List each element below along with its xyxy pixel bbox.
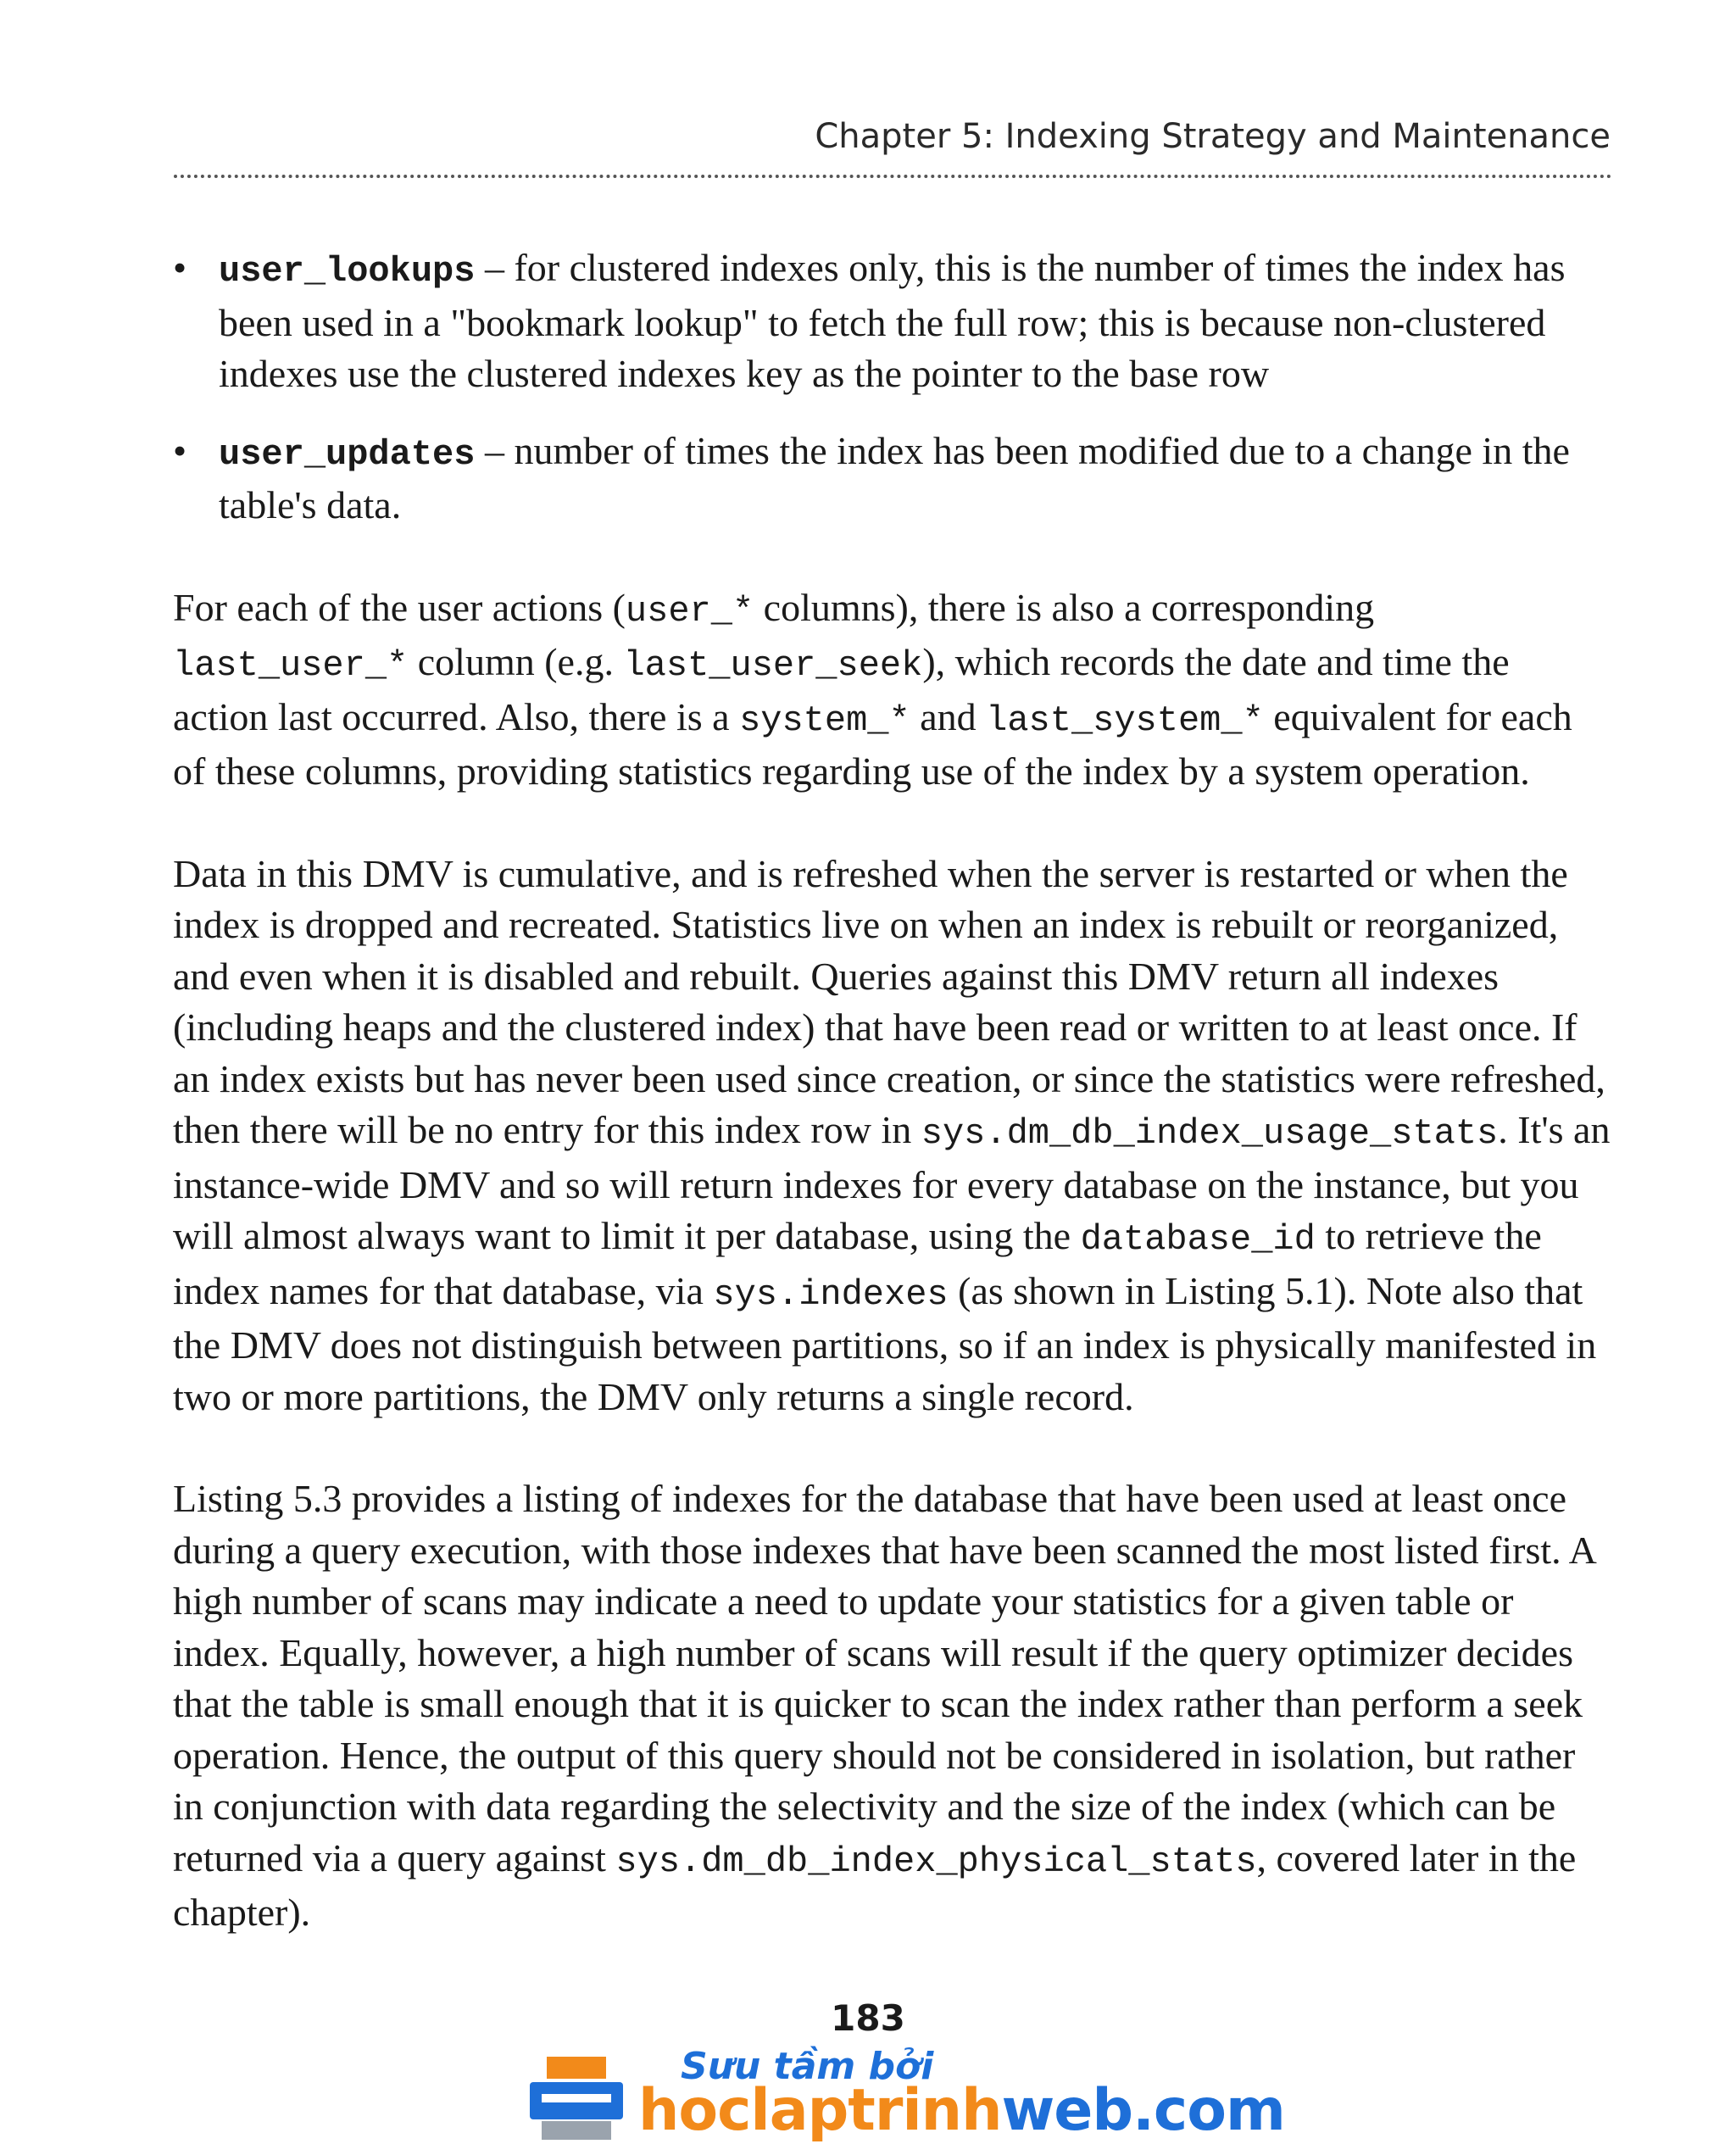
bullet-text: – number of times the index has been modified due to a change in the table's data. (219, 428, 1570, 526)
header-divider (174, 175, 1612, 178)
watermark-site: hoclaptrinhweb.com (638, 2077, 1285, 2144)
bullet-icon: • (173, 428, 187, 472)
bullet-term: user_lookups (219, 251, 476, 292)
printer-logo-icon (530, 2057, 623, 2141)
page-number: 183 (831, 1997, 905, 2039)
bullet-term: user_updates (219, 433, 476, 475)
paragraph-dmv-cumulative: Data in this DMV is cumulative, and is refreshed when the server is restarted or when the index is dropped and recreated. Statistics live on when an index is rebuilt or reorganized, and even when it is disabled and rebuilt. Queries against this DMV return all indexes (including heaps and the clustered index) that have been read or written to at least once. If an index exists but has never been used since creation, or since the statistics were refreshed, then there will be no entry for this index row in sys.dm_db_index_usage_stats. It's an instance-wide DMV and so will return indexes for every database on the instance, but you will almost always want to limit it per database, using the database_id to retrieve the index names for that database, via sys.indexes (as shown in Listing 5.1). Note also that the DMV does not distinguish between partitions, so if an index is physically manifested in two or more partitions, the DMV only returns a single record. (173, 851, 1611, 1418)
list-item (173, 242, 1614, 400)
list-item (173, 426, 1614, 532)
paragraph-user-actions: For each of the user actions (user_* columns), there is also a corresponding last_user_* column (e.g. last_user_seek), which records the date and time the action last occurred. Also, there is a system_* and last_system_* equivalent for each of these columns, providing statistics regarding use of the index by a system operation. (173, 585, 1572, 793)
column-definition-list (173, 242, 1614, 532)
watermark-logo (530, 2045, 1285, 2144)
paragraph-listing-intro: Listing 5.3 provides a listing of indexes for the database that have been used at least once during a query execution, with those indexes that have been scanned the most listed first. A high number of scans may indicate a need to update your statistics for a given table or index. Equally, however, a high number of scans will result if the query optimizer decides that the table is small enough that it is quicker to scan the index rather than perform a seek operation. Hence, the output of this query should not be considered in isolation, but rather in conjunction with data regarding the selectivity and the size of the index (which can be returned via a query against sys.dm_db_index_physical_stats, covered later in the chapter). (173, 1477, 1595, 1934)
page-body (173, 242, 1614, 1990)
bullet-text: – for clustered indexes only, this is the number of times the index has been used in a "bookmark lookup" to fetch the full row; this is because non-clustered indexes use the clustered indexes key as the pointer to the base row (219, 246, 1566, 395)
running-header: Chapter 5: Indexing Strategy and Maintenance (815, 117, 1611, 156)
bullet-icon: • (173, 246, 187, 289)
watermark-tagline: Sưu tầm bởi (681, 2045, 934, 2088)
